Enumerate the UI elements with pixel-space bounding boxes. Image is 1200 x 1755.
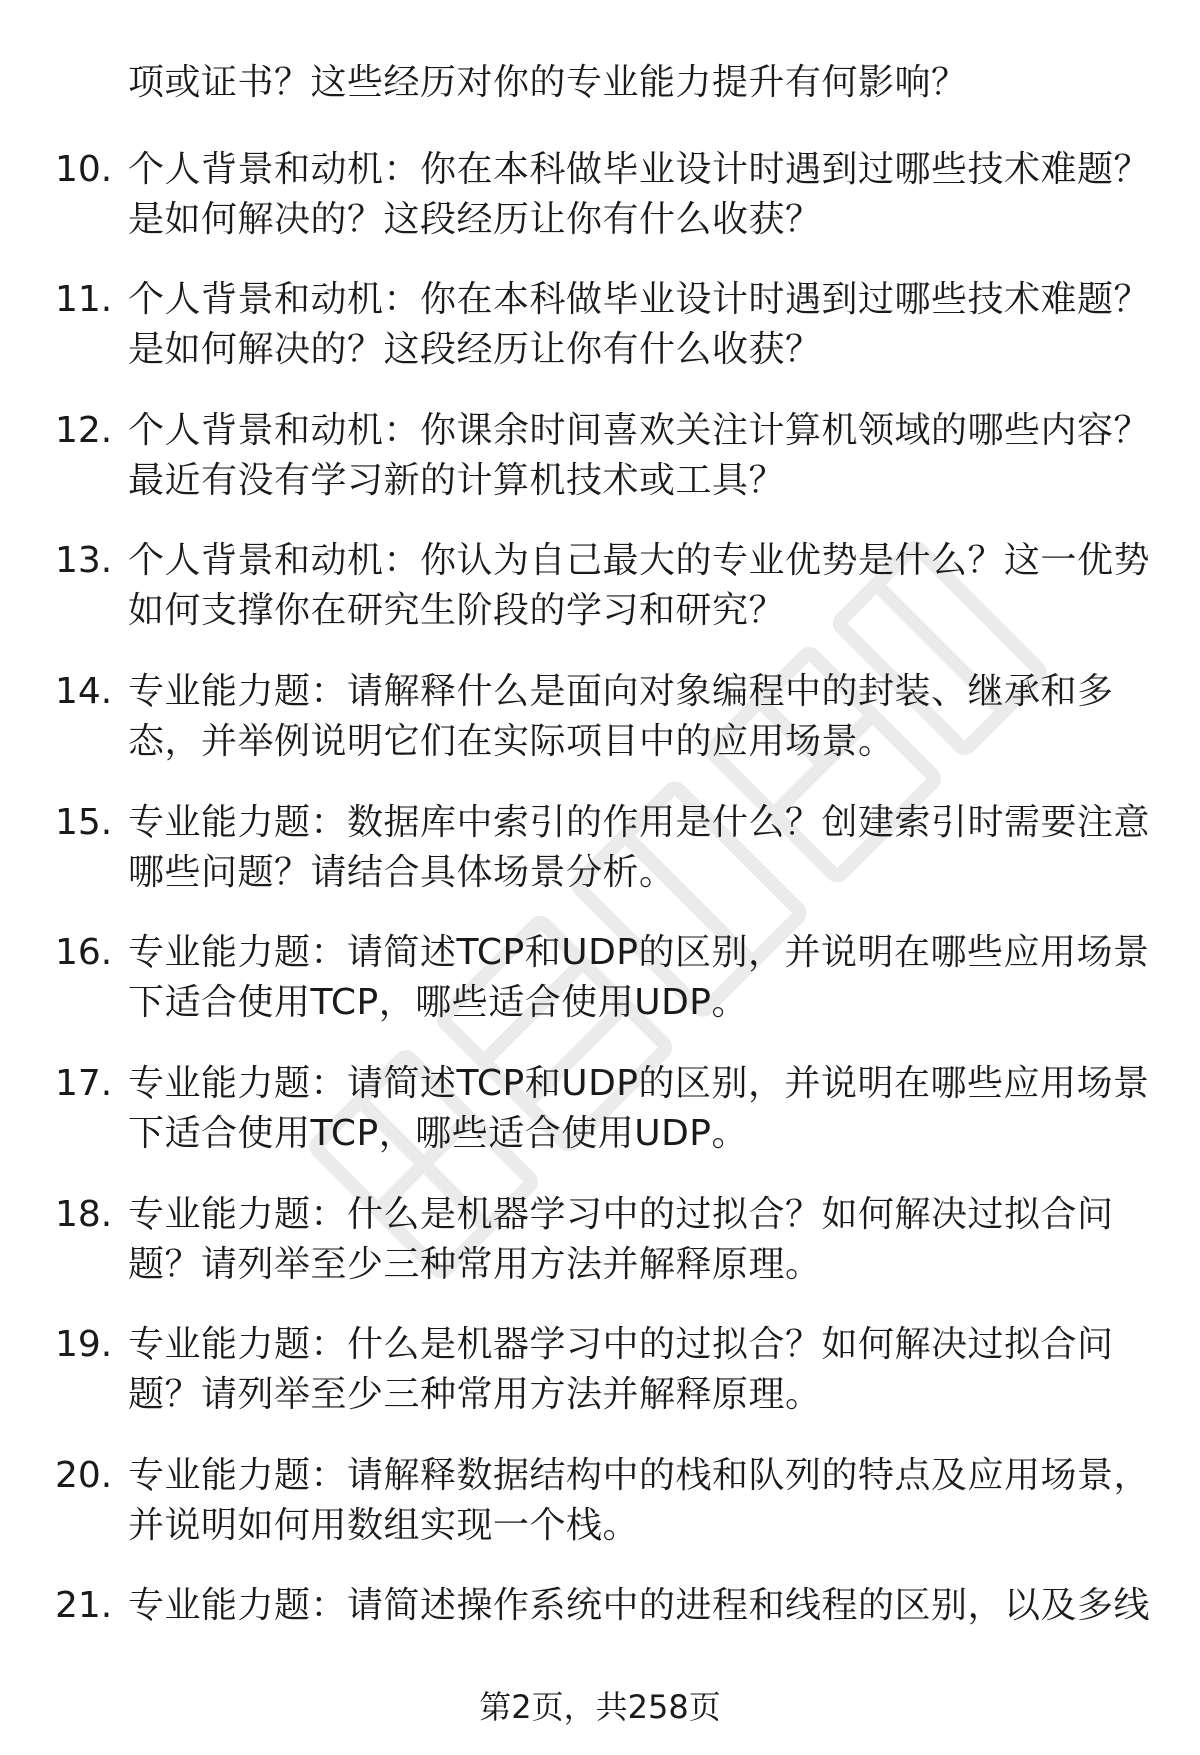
item-text-line: 并说明如何用数组实现一个栈。 [128, 1505, 640, 1546]
item-text-line: 态，并举例说明它们在实际项目中的应用场景。 [128, 721, 895, 762]
item-number: 10. [55, 149, 113, 190]
item-text-line: 题？请列举至少三种常用方法并解释原理。 [128, 1374, 822, 1415]
item-text-line: 个人背景和动机：你在本科做毕业设计时遇到过哪些技术难题？ [128, 279, 1151, 320]
item-number: 13. [55, 540, 113, 581]
item-text-line: 专业能力题：请简述TCP和UDP的区别，并说明在哪些应用场景 [128, 932, 1150, 973]
item-text-line: 专业能力题：请简述操作系统中的进程和线程的区别，以及多线 [128, 1585, 1151, 1626]
item-text-line: 专业能力题：请解释数据结构中的栈和队列的特点及应用场景， [128, 1455, 1151, 1496]
item-text-line: 专业能力题：什么是机器学习中的过拟合？如何解决过拟合问 [128, 1194, 1114, 1235]
item-number: 12. [55, 410, 113, 451]
item-number: 14. [55, 671, 113, 712]
item-number: 16. [55, 932, 113, 973]
item-number: 21. [55, 1585, 113, 1626]
item-number: 18. [55, 1194, 113, 1235]
item-text-line: 哪些问题？请结合具体场景分析。 [128, 852, 676, 893]
item-text-line: 个人背景和动机：你在本科做毕业设计时遇到过哪些技术难题？ [128, 149, 1151, 190]
item-text-line: 下适合使用TCP，哪些适合使用UDP。 [128, 1113, 749, 1154]
item-text-line: 是如何解决的？这段经历让你有什么收获？ [128, 199, 822, 240]
item-text-line: 专业能力题：请简述TCP和UDP的区别，并说明在哪些应用场景 [128, 1063, 1150, 1104]
item-text-line: 专业能力题：数据库中索引的作用是什么？创建索引时需要注意 [128, 802, 1151, 843]
item-text-line: 最近有没有学习新的计算机技术或工具？ [128, 460, 786, 501]
item-text-line: 题？请列举至少三种常用方法并解释原理。 [128, 1244, 822, 1285]
item-number: 17. [55, 1063, 113, 1104]
item-text-line: 如何支撑你在研究生阶段的学习和研究？ [128, 590, 786, 631]
item-text-line: 个人背景和动机：你认为自己最大的专业优势是什么？这一优势 [128, 540, 1151, 581]
item-text-line: 下适合使用TCP，哪些适合使用UDP。 [128, 982, 749, 1023]
item-number: 19. [55, 1324, 113, 1365]
continuation-line: 项或证书？这些经历对你的专业能力提升有何影响？ [128, 62, 968, 103]
item-number: 20. [55, 1455, 113, 1496]
item-text-line: 是如何解决的？这段经历让你有什么收获？ [128, 329, 822, 370]
item-text-line: 个人背景和动机：你课余时间喜欢关注计算机领域的哪些内容？ [128, 410, 1151, 451]
page-number-footer: 第2页，共258页 [479, 1688, 721, 1726]
item-number: 15. [55, 802, 113, 843]
item-number: 11. [55, 279, 113, 320]
item-text-line: 专业能力题：什么是机器学习中的过拟合？如何解决过拟合问 [128, 1324, 1114, 1365]
item-text-line: 专业能力题：请解释什么是面向对象编程中的封装、继承和多 [128, 671, 1114, 712]
